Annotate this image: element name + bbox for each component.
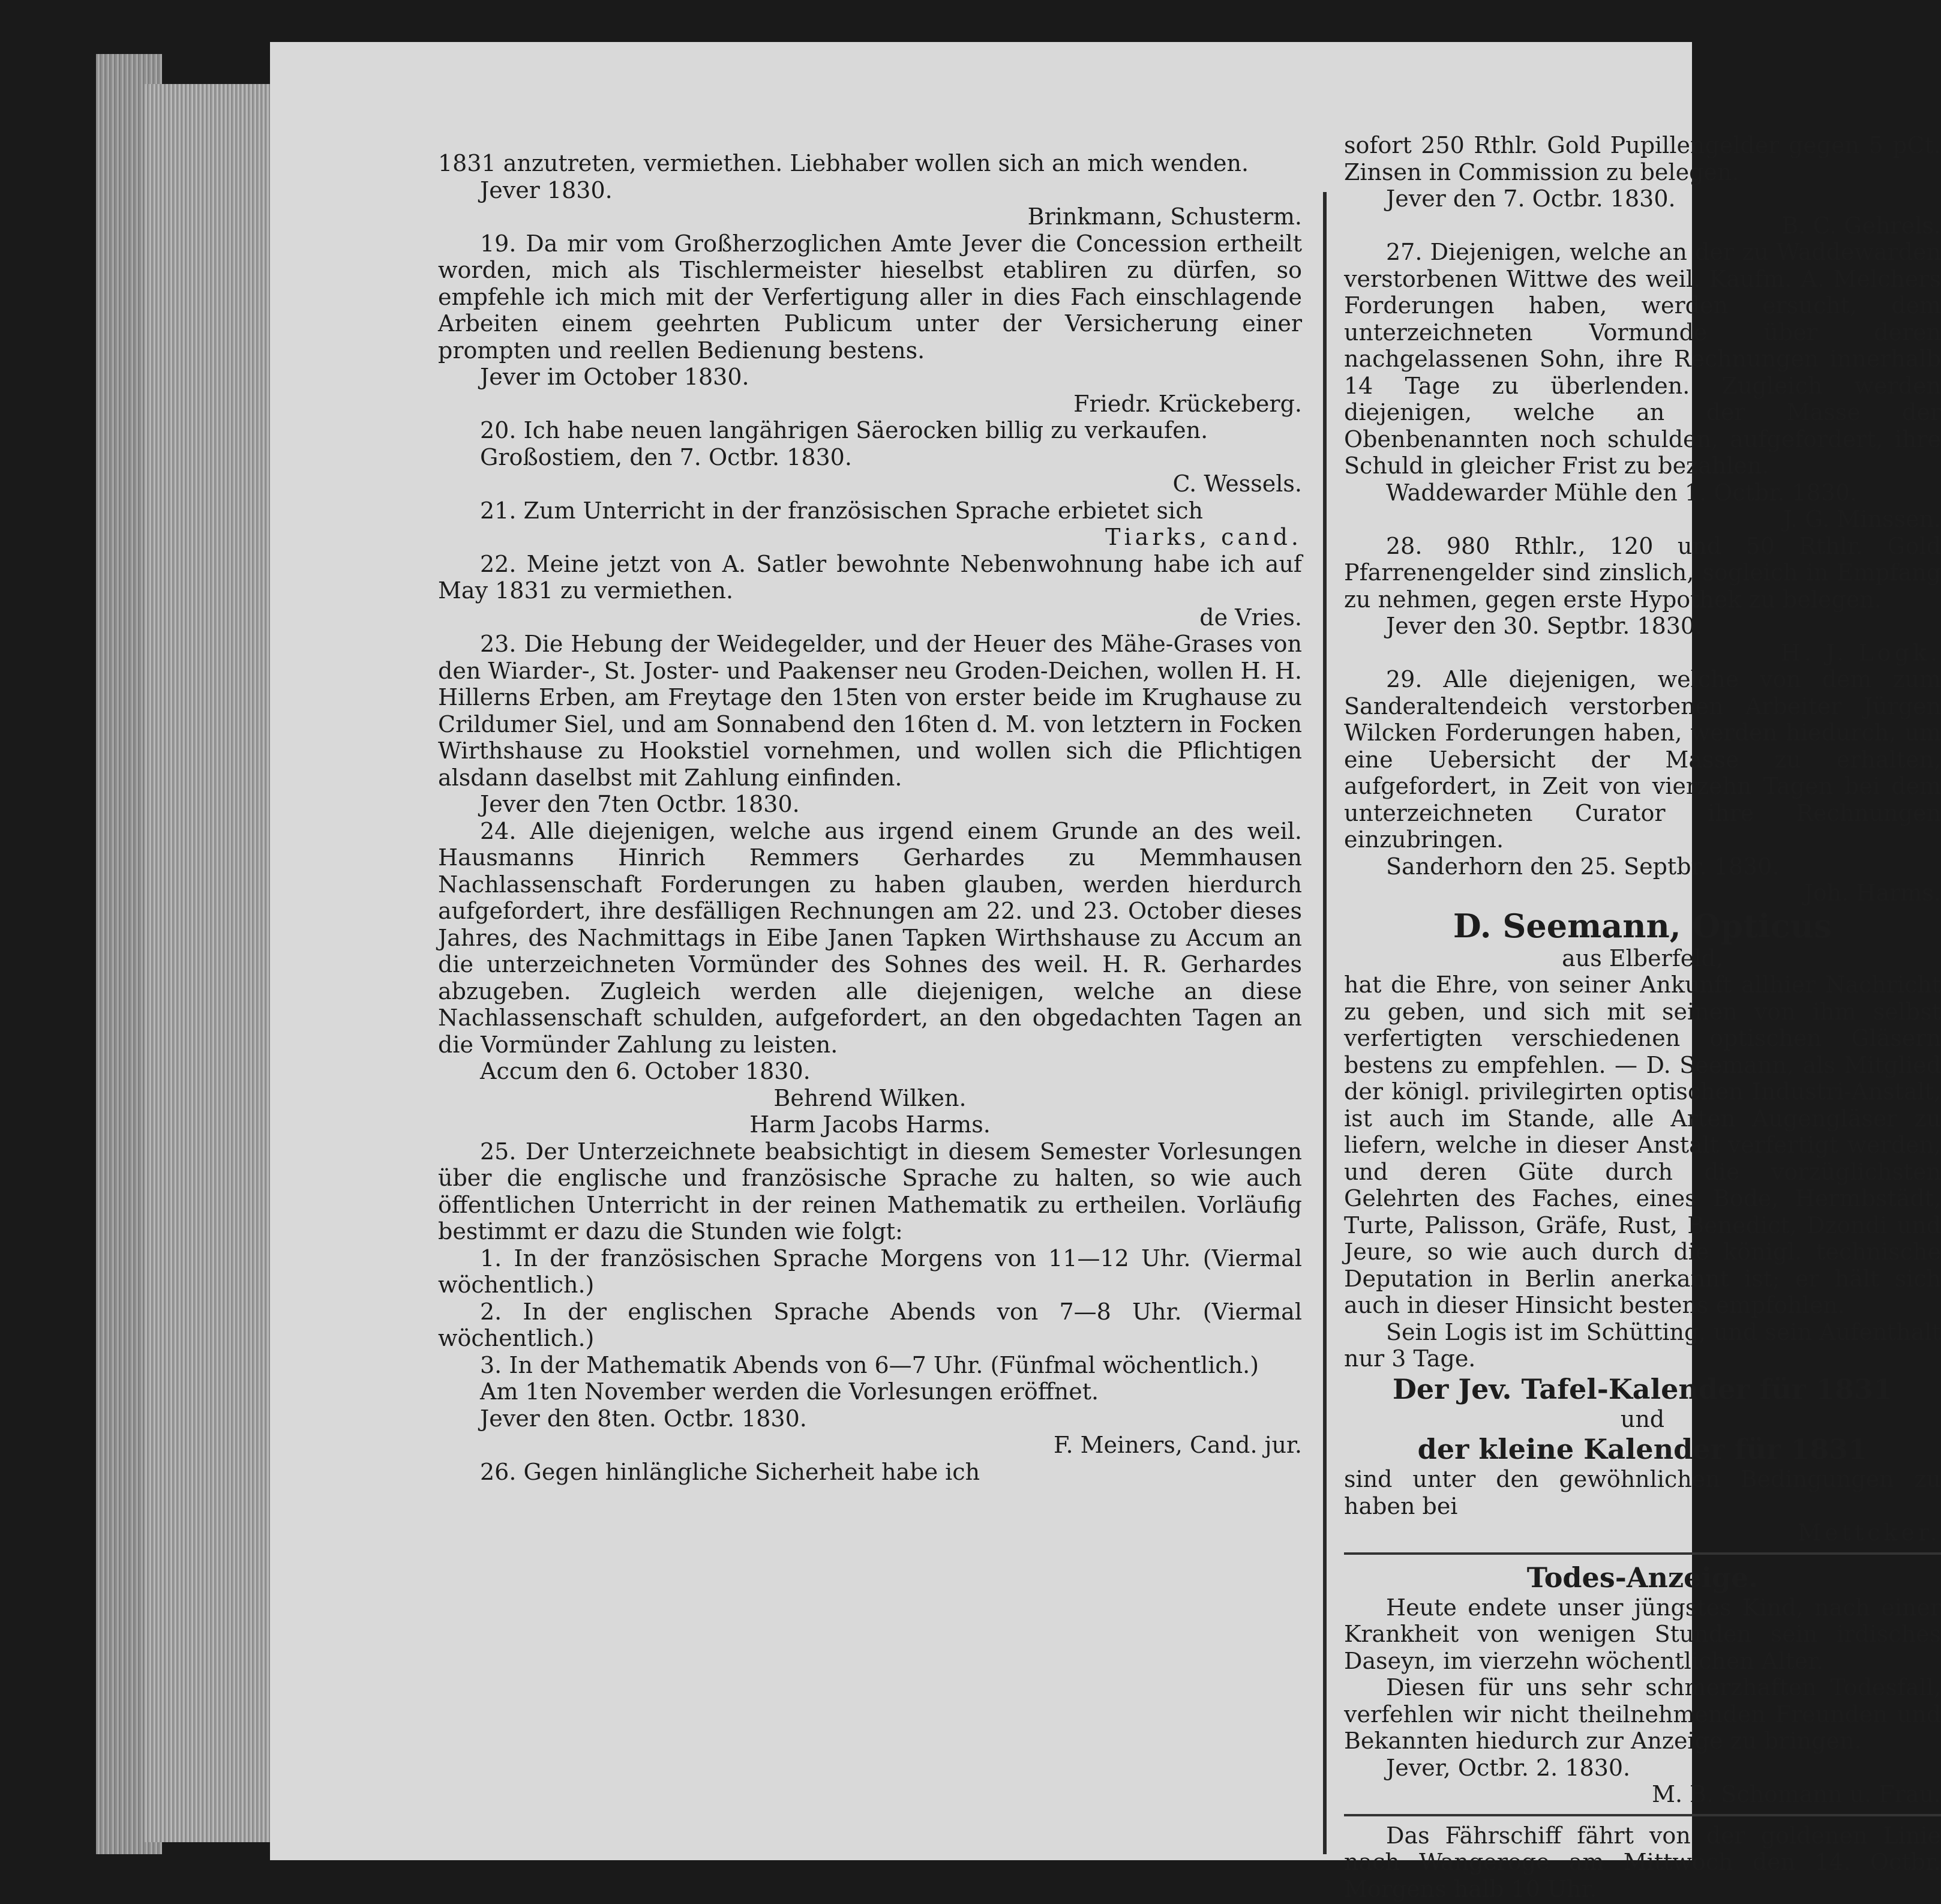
notice-date: Jever, Octbr. 2. 1830. (1386, 1754, 1631, 1781)
notice-text: Am 1ten November werden die Vorlesungen eröffnet. (480, 1378, 1099, 1405)
notice-22: 22. Meine jetzt von A. Satler bewohnte Nebenwohnung habe ich auf May 1831 zu vermiethen. (438, 550, 1302, 604)
notice-29: 29. Alle diejenigen, welche von dem zum Sanderaltendeich verstorbenen Arbeiter Jürgen Wilcken Forderungen haben, werden hiedurch, um eine Uebersicht der Masse zu erhalten, aufgefordert, in Zeit von vierzehn Tagen bei dem unterzeichneten Curator ihre Rechnungen einzubringen. (1344, 666, 1941, 853)
notice-date: Jever den 8ten. Octbr. 1830. (480, 1405, 807, 1432)
notice-signature: Brinkmann, Schusterm. (1027, 203, 1302, 230)
notice-signature: Behrend Wilken. (773, 1084, 967, 1111)
optician-text: hat die Ehre, von seiner Ankunft allhier Nachricht zu geben, und sich mit seinen von ihm selbst verfertigten verschiedenen optischen Gläsern bestens zu empfehlen. — D. Seemann, als Mitglied der königl. privilegirten optischen Industri-Anstalt, ist auch im Stande, alle Arten Augengläser zu liefern, welche in dieser Anstalt verfertigt werden, und deren Güte durch die vorzüglichsten Gelehrten des Faches, eines Bode, Hermbstädt, Turte, Palisson, Gräfe, Rust, Benedict, Dzondi und Jeure, so wie auch durch die königl. technische Deputation in Berlin anerkannt ist; er hält sich auch in dieser Hinsicht bestens empfohlen. (1344, 972, 1941, 1318)
notice-date: Jever den 30. Septbr. 1830. (1386, 613, 1703, 639)
notice-date: Großostiem, den 7. Octbr. 1830. (480, 443, 852, 470)
notice-21: 21. Zum Unterricht in der französischen Sprache erbietet sich (480, 497, 1203, 524)
calendar-heading: Der Jev. Tafel-Kalender für 1831 (1393, 1372, 1892, 1405)
optician-text: Sein Logis ist im Schütting, und sein Aufenthalt nur 3 Tage. (1344, 1318, 1941, 1372)
right-column (1344, 132, 1941, 1902)
notice-25: 25. Der Unterzeichnete beabsichtigt in diesem Semester Vorlesungen über die englische und französische Sprache zu halten, so wie auch öffentlichen Unterricht in der reinen Mathematik zu ertheilen. Vorläufig bestimmt er dazu die Stunden wie folgt: (438, 1138, 1302, 1245)
notice-24: 24. Alle diejenigen, welche aus irgend einem Grunde an des weil. Hausmanns Hinrich Remmers Gerhardes zu Memmhausen Nachlassenschaft Forderungen zu haben glauben, werden hierdurch aufgefordert, ihre desfälligen Rechnungen am 22. und 23. October dieses Jahres, des Nachmittags in Eibe Janen Tapken Wirthshause zu Accum an die unterzeichneten Vormünder des Sohnes des weil. H. R. Gerhardes abzugeben. Zugleich werden alle diejenigen, welche an diese Nachlassenschaft schulden, aufgefordert, an den obgedachten Tagen an die Vormünder Zahlung zu leisten. (438, 817, 1302, 1058)
notice-23: 23. Die Hebung der Weidegelder, und der Heuer des Mähe-Grases von den Wiarder-, St. Joster- und Paakenser neu Groden-Deichen, wollen H. H. Hillerns Erben, am Freytage den 15ten von erster beide im Krughause zu Crildumer Siel, und am Sonnabend den 16ten d. M. von letztern in Focken Wirthshause zu Hookstiel vornehmen, und wollen sich die Pflichtigen alsdann daselbst mit Zahlung einfinden. (438, 631, 1302, 791)
schedule-list (438, 1245, 1302, 1379)
section-divider (1344, 1552, 1941, 1555)
notice-date: Sanderhorn den 25. Septbr. 1830. (1386, 853, 1780, 880)
notice-signature: B. C. Gehrels. (1781, 212, 1941, 239)
notice-signature: Joh. Harms. (1804, 880, 1941, 906)
list-item: 3. In der Mathematik Abends von 6—7 Uhr. (Fünfmal wöchentlich.) (480, 1351, 1259, 1378)
notice-28: 28. 980 Rthlr., 120 und 50 Rthlr. Gold Pfarrenengelder sind zinslich, sogleich in Empfang zu nehmen, gegen erste Hypothek zu belegen. (1344, 532, 1941, 613)
notice-26: 26. Gegen hinlängliche Sicherheit habe ich (480, 1458, 980, 1485)
list-item: 2. In der englischen Sprache Abends von 7—8 Uhr. (Viermal wöchentlich.) (438, 1298, 1302, 1351)
death-notice-text: Diesen für uns sehr schmerzhaften Todesfall, verfehlen wir nicht theilnehmenden Freunden und Bekannten hiedurch zur Anzeige zu bringen. (1344, 1674, 1941, 1754)
book-page-stack (144, 84, 270, 1842)
notice-date: Jever den 7ten Octbr. 1830. (480, 791, 800, 817)
column-divider (1323, 192, 1327, 1854)
notice-signature: J. G. Minssen. (1783, 506, 1941, 532)
optician-subheading: aus Elberfeld, (1562, 944, 1723, 972)
notice-text: sofort 250 Rthlr. Gold Pupillengelder gegen 5 pCt. Zinsen in Commission zu belegen. (1344, 132, 1941, 185)
notice-date: Accum den 6. October 1830. (480, 1058, 811, 1084)
death-notice-text: Heute endete unser jüngstes Kind, nach einer Krankheit von wenigen Stunden sein irdisches Daseyn, im vierzehn wöchentlichen Alter. (1344, 1594, 1941, 1674)
list-item: 1. In der französischen Sprache Morgens von 11—12 Uhr. (Viermal wöchentlich.) (438, 1245, 1302, 1298)
notice-signature: H. J. Logk. (1780, 639, 1941, 666)
notice-20: 20. Ich habe neuen langährigen Säerocken billig zu verkaufen. (480, 417, 1208, 443)
notice-signature: Tiarks, cand. (1105, 524, 1302, 550)
notice-signature: F. Meiners, Cand. jur. (1054, 1432, 1302, 1458)
calendar-and: und (1620, 1405, 1665, 1432)
notice-signature: M. B. Schomann u. Frau. (1652, 1781, 1941, 1807)
calendar-heading: der kleine Kalender für 1831 (1417, 1433, 1868, 1465)
notice-date: Waddewarder Mühle den 1. Octbr. 1830. (1386, 479, 1858, 506)
notice-date: Jever 1830. (480, 176, 613, 203)
notice-date: Jever im October 1830. (480, 364, 749, 390)
death-notice-heading: Todes-Anzeige. (1526, 1561, 1759, 1594)
section-divider (1344, 1814, 1941, 1816)
calendar-text: sind unter den gewöhnlichen Bedingungen zu haben bei (1344, 1466, 1941, 1519)
left-column (438, 150, 1302, 1485)
notice-signature: Friedr. Krückeberg. (1073, 390, 1302, 417)
notice-signature: Harm Jacobs Harms. (749, 1111, 991, 1138)
notice-27: 27. Diejenigen, welche an der zu Waddewarden verstorbenen Wittwe des weil. Kaufm. A. Melchers Forderungen haben, werden ersucht, dem unterzeichneten Vormunde über deren nachgelassenen Sohn, ihre Rechnungen innerhalb 14 Tage zu überlenden. Zugleich werden diejenigen, welche an der Masse der Obenbenannten noch schulden, aufgefordert, ihre Schuld in gleicher Frist zu bezahlen. (1344, 239, 1941, 479)
notice-text: 1831 anzutreten, vermiethen. Liebhaber wollen sich an mich wenden. (438, 150, 1249, 176)
notice-19: 19. Da mir vom Großherzoglichen Amte Jever die Concession ertheilt worden, mich als Tischlermeister hieselbst etabliren zu dürfen, so empfehle ich mich mit der Verfertigung aller in dies Fach einschlagende Arbeiten einem geehrten Publicum unter der Versicherung einer prompten und reellen Bedienung bestens. (438, 230, 1302, 364)
notice-signature: de Vries. (1199, 604, 1302, 631)
newspaper-page (270, 42, 1941, 1902)
optician-heading: D. Seemann, Opticus (1453, 906, 1832, 945)
calendar-signature: Mettcker. (1798, 1519, 1941, 1546)
notice-date: Jever den 7. Octbr. 1830. (1386, 185, 1676, 212)
notice-signature: C. Wessels. (1172, 470, 1302, 497)
ferry-notice: Das Fährschiff fährt von der goldenen Linie nach Wangeroge am Mittwoch den 14. Octbr. Morgens halb 10 Uhr. (1344, 1822, 1941, 1902)
